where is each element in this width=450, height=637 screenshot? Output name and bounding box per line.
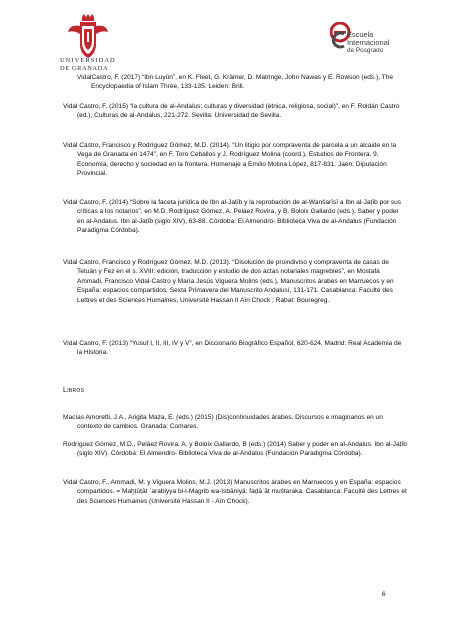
posgrado-name: [347, 31, 389, 56]
bib-entry: Vidal Castro, Francisco y Rodríguez Gómez, M.D. (2013). “Disolución de proindiviso y compraventa de casas de Tetuán y Fez en el s. XVIII: edición, traducción y estudio de dos actas notariales magrebíes”, en Mostafa Ammadi, Francisco Vidal-Castro y María Jesús Viguera Molins (eds.), Manuscritos árabes en Marruecos y en España: espacios compartidos. Sexta Primavera del Manuscrito Andalusí, 131-171. Casablanca: Faculté des Lettres et des Sciences Humaines, Université Hassan II Aïn Chock ; Rabat: Bouregreg.: [63, 259, 394, 304]
book-entry: Rodríguez Gómez, M.D., Peláez Rovira, A. y Boloix Gallardo, B (eds.) (2014) Saber y poder en al-Andalus. Ibn al-Jaṭīb (siglo XIV). Córdoba: El Almendro- Biblioteca Viva de al-Andalus (Fundación Paradigma Córdoba).: [63, 441, 407, 458]
bib-entry: Vidal Castro, F. (2015) “la cultura de al-Andalus: culturas y diversidad (étnica, religiosa, social)”, en F. Roldán Castro (ed.), Culturas de al-Andalus, 221-272. Sevilla: Universidad de Sevilla.: [63, 103, 400, 120]
page-number: 6: [382, 591, 386, 598]
bib-entry: Vidal Castro, F. (2013) “Yusuf I, II, III, IV y V”, en Diccionario Biográfico Español, 620-624. Madrid: Real Academia de la Historia.: [63, 340, 402, 357]
book-entry: Vidal Castro, F., Ammadi, M. y Viguera Molins, M.J. (2013) Manuscritos árabes en Marruecos y en España: espacios compartidos. = Maḫṭūṭāt ʿarabiyya bi-l-Magrib wa-Isbāniyā: faḍāʾāt muštaraka. Casablanca: Faculté des Lettres et des Sciences Humaines (Université Hassan II - Aïn Chock).: [63, 479, 407, 505]
posgrado-line3: de Posgrado: [347, 47, 384, 55]
bib-entry: VidalCastro, F. (2017) “Ibn Luyūn”, en K. Fleet, G. Krämer, D. Matringe, John Nawas y E. Rowson (eds.), The Encyclopaedia of Islam Three, 133-135. Leiden: Brill.: [77, 74, 393, 91]
posgrado-line1: Escuela: [347, 30, 374, 39]
bib-entry: Vidal Castro, Francisco y Rodríguez Gómez, M.D. (2014). “Un litigio por compraventa de parcela a un alcaide en la Vega de Granada en 1474”, en F. Toro Ceballos y J. Rodríguez Molina (coord.), Estudios de Frontera. 9. Economía, derecho y sociedad en la frontera. Homenaje a Emilio Molina López, 817-831. Jaén: Diputación Provincial.: [63, 142, 397, 178]
book-entry: Macías Amoretti, J.A., Arigita Maza, E. (eds.) (2015) (Dis)continuidades árabes. Discursos e imaginarios en un contexto de cambios. Granada: Comares.: [63, 414, 383, 431]
section-title-libros: Libros: [63, 387, 85, 394]
bib-entry: Vidal Castro, F. (2014) “Sobre la faceta jurídica de Ibn al-Jaṭīb y la reprobación de al-Wanšarīsī a Ibn al-Jaṭīb por sus críticas a los notarios”, en M.D. Rodríguez Gómez, A. Peláez Rovira, y B. Boloix Gallardo (eds.), Saber y poder en al-Andalus. Ibn al-Jaṭīb (siglo XIV), 63-88. Córdoba: El Almendro- Biblioteca Viva de al-Andalus (Fundación Paradigma Córdoba).: [63, 199, 402, 235]
posgrado-line2: Internacional: [347, 38, 390, 48]
university-name-line2: DE GRANADA: [60, 65, 109, 72]
university-name-line1: UNIVERSIDAD: [60, 57, 116, 64]
university-name: [60, 57, 117, 73]
